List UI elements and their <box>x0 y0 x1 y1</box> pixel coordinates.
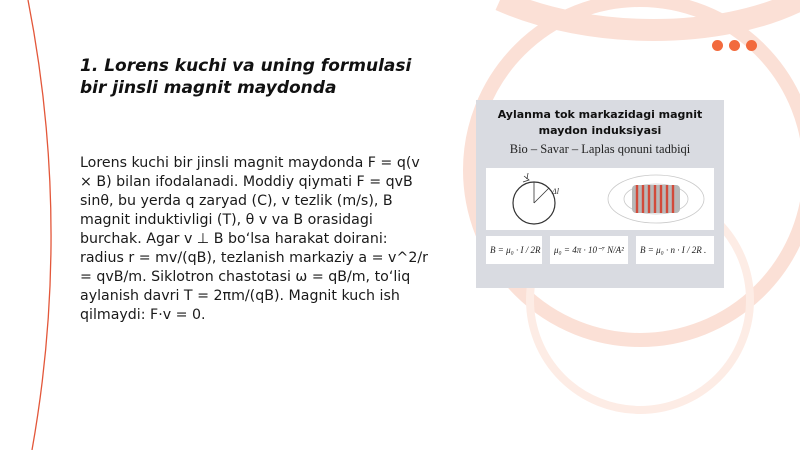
dot-icon <box>729 40 740 51</box>
decorative-dots <box>712 40 757 51</box>
magnetic-field-figure <box>476 100 724 288</box>
formula-box <box>486 236 542 264</box>
slide-title: 1. Lorens kuchi va uning formulasi bir jinsli magnit maydonda <box>80 56 412 98</box>
dot-icon <box>712 40 723 51</box>
figure-heading: Aylanma tok markazidagi magnit maydon induksiyasi <box>497 108 703 137</box>
formula-coil-field: B = μ₀ · n · I / 2R . <box>640 245 707 255</box>
figure-diagram-panel <box>486 168 714 230</box>
slide-body: Lorens kuchi bir jinsli magnit maydonda F = q(v × B) bilan ifodalanadi. Moddiy qiymati F = qvB sinθ, bu yerda q zaryad (C), v tezlik (m/s), B magnit induktivligi (T), θ v va B orasidagi burchak. Agar v ⊥ B bo‘lsa harakat doirani: radius r = mv/(qB), tezlanish markaziy a = v^2/r = qvB/m. Siklotron chastotasi ω = qB/m, to‘liq aylanish davri T = 2πm/(qB). Magnit kuch ish qilmaydi: F·v = 0. <box>80 155 428 323</box>
formula-box <box>550 236 628 264</box>
formula-mu0: μ₀ = 4π · 10⁻⁷ N/A² <box>554 244 624 255</box>
formula-box <box>636 236 714 264</box>
element-label: Δl <box>552 187 559 196</box>
dot-icon <box>746 40 757 51</box>
circular-current-diagram <box>486 168 714 230</box>
figure-subheading: Bio – Savar – Laplas qonuni tadbiqi <box>509 142 691 156</box>
current-label: I <box>526 172 529 181</box>
formula-loop-field: B = μ₀ · I / 2R <box>490 245 541 255</box>
